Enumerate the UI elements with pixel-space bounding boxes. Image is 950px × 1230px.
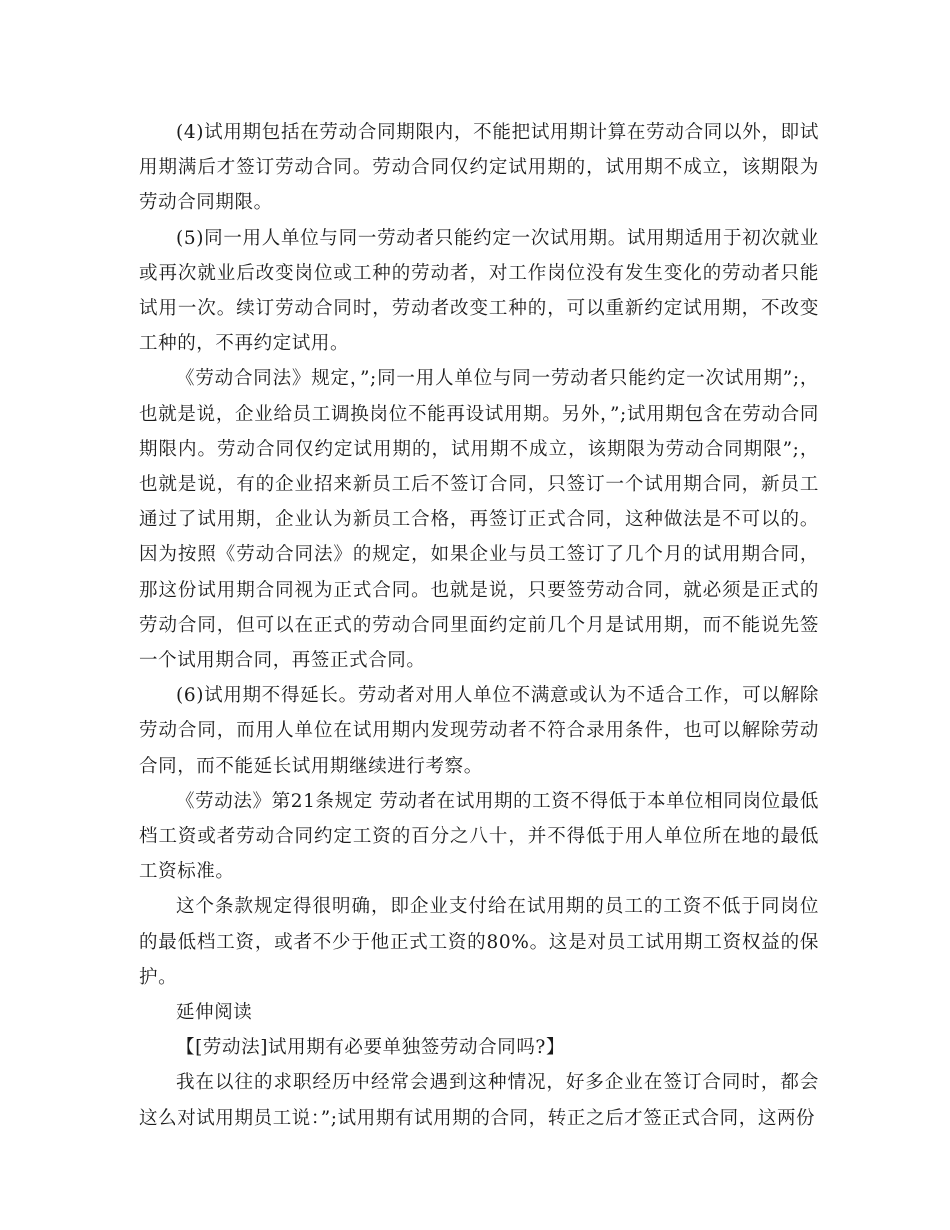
paragraph-labor-law-article-21: 《劳动法》第21条规定 劳动者在试用期的工资不得低于本单位相同岗位最低档工资或者劳动合同约定工资的百分之八十，并不得低于用人单位所在地的最低工资标准。 (139, 790, 819, 883)
paragraph-no-extension: (6)试用期不得延长。劳动者对用人单位不满意或认为不适合工作，可以解除劳动合同，而用人单位在试用期内发现劳动者不符合录用条件，也可以解除劳动合同，而不能延长试用期继续进行考察。 (139, 685, 819, 777)
heading-extended-reading: 延伸阅读 (176, 1002, 253, 1024)
paragraph-probation-within-contract: (4)试用期包括在劳动合同期限内，不能把试用期计算在劳动合同以外，即试用期满后才签订劳动合同。劳动合同仅约定试用期的，试用期不成立，该期限为劳动合同期限。 (139, 122, 819, 214)
paragraph-wage-clause: 这个条款规定得很明确，即企业支付给在试用期的员工的工资不低于同岗位的最低档工资，或者不少于他正式工资的80%。这是对员工试用期工资权益的保护。 (139, 896, 819, 988)
heading-article-title: 【[劳动法]试用期有必要单独签劳动合同吗?】 (176, 1037, 566, 1059)
paragraph-single-probation: (5)同一用人单位与同一劳动者只能约定一次试用期。试用期适用于初次就业或再次就业后改变岗位或工种的劳动者，对工作岗位没有发生变化的劳动者只能试用一次。续订劳动合同时，劳动者改变工种的，可以重新约定试用期，不改变工种的，不再约定试用。 (139, 227, 819, 355)
document-body (139, 115, 819, 1136)
paragraph-job-hunting-experience: 我在以往的求职经历中经常会遇到这种情况，好多企业在签订合同时，都会这么对试用期员工说：”;试用期有试用期的合同，转正之后才签正式合同，这两份 (139, 1072, 819, 1129)
paragraph-labor-contract-law: 《劳动合同法》规定，”;同一用人单位与同一劳动者只能约定一次试用期”;，也就是说，企业给员工调换岗位不能再设试用期。另外，”;试用期包含在劳动合同期限内。劳动合同仅约定试用期的，试用期不成立，该期限为劳动合同期限”;，也就是说，有的企业招来新员工后不签订合同，只签订一个试用期合同，新员工通过了试用期，企业认为新员工合格，再签订正式合同，这种做法是不可以的。因为按照《劳动合同法》的规定，如果企业与员工签订了几个月的试用期合同，那这份试用期合同视为正式合同。也就是说，只要签劳动合同，就必须是正式的劳动合同，但可以在正式的劳动合同里面约定前几个月是试用期，而不能说先签一个试用期合同，再签正式合同。 (139, 368, 819, 672)
